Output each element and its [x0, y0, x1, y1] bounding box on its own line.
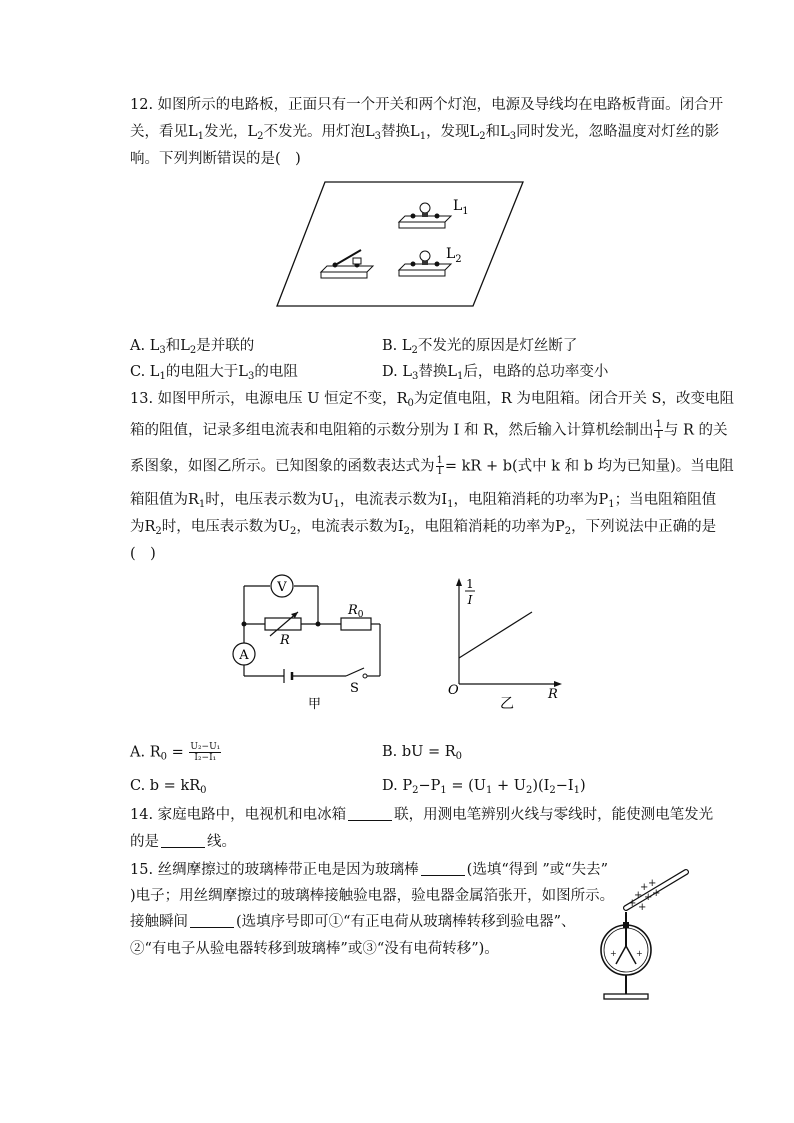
switch-label: S [350, 681, 359, 696]
q13-option-d[interactable]: D. $P_2-P_1 = (U_1 + U_2)(I_2-I_1)$ [382, 778, 586, 796]
graph-yi [440, 574, 570, 710]
voltmeter-label: V [277, 580, 287, 595]
label-l1: $L_1$ [453, 198, 469, 217]
q13-line4: 箱阻值为$R_1$时，电压表示数为$U_1$，电流表示数为$I_1$，电阻箱消耗的功率为$P_1$；当电阻箱阻值 [130, 492, 717, 510]
q15-line2: )电子；用丝绸摩擦过的玻璃棒接触验电器，验电器金属箔张开，如图所示。 [130, 888, 615, 904]
svg-text:+: + [648, 878, 657, 889]
svg-text:+: + [640, 882, 649, 893]
switch-icon [321, 250, 373, 278]
q15-blank-1[interactable] [421, 861, 465, 876]
q13-line6: ( ) [130, 546, 156, 562]
q14-blank-2[interactable] [161, 833, 205, 848]
q15-blank-2[interactable] [190, 913, 234, 928]
q14-line1: 14. 家庭电路中，电视机和电冰箱 联，用测电笔辨别火线与零线时，能使测电笔发光 [130, 807, 714, 823]
q12-line2: 关，看见$L_1$发光，$L_2$不发光。用灯泡$L_3$替换$L_1$，发现$L_2$和$L_3$同时发光，忽略温度对灯丝的影 [130, 124, 720, 142]
circuit-board-figure [275, 178, 525, 310]
electroscope-figure [594, 866, 694, 1002]
q13-line3: 系图象，如图乙所示。已知图象的函数表达式为 $\frac{1}{I}$ = kR + b(式中 k 和 b 均为已知量)。当电阻 [130, 455, 734, 477]
q12-option-c[interactable]: C. $L_1$的电阻大于$L_3$的电阻 [130, 364, 298, 382]
graph-line [459, 612, 532, 658]
q13-line2: 箱的阻值，记录多组电流表和电阻箱的示数分别为 I 和 R，然后输入计算机绘制出 $\frac{1}{I}$ 与 R 的关 [130, 419, 728, 441]
svg-text:+: + [628, 898, 637, 909]
graph-y-denominator: I [467, 593, 473, 607]
svg-text:+: + [644, 892, 653, 903]
svg-text:+: + [634, 890, 643, 901]
graph-x-label: R [548, 687, 558, 702]
r0-label: $R_0$ [348, 603, 364, 620]
q14-blank-1[interactable] [348, 806, 392, 821]
figure-yi-caption: 乙 [500, 696, 514, 710]
svg-text:+: + [638, 902, 647, 913]
circuit-diagram-jia [228, 570, 388, 712]
q13-option-b[interactable]: B. bU = $R_0$ [382, 744, 463, 762]
q15-line1: 15. 丝绸摩擦过的玻璃棒带正电是因为玻璃棒 (选填“得到 ”或“失去” [130, 862, 609, 878]
plus-charges [628, 878, 660, 913]
q12-option-b[interactable]: B. $L_2$不发光的原因是灯丝断了 [382, 338, 578, 356]
ammeter-label: A [239, 648, 249, 663]
svg-text:+: + [636, 949, 643, 958]
board-outline [277, 182, 523, 306]
figure-jia-caption: 甲 [308, 697, 322, 712]
q13-option-c[interactable]: C. $b = kR_0$ [130, 778, 207, 796]
bulb-l2-icon [399, 251, 451, 276]
svg-text:+: + [610, 949, 617, 958]
q15-line3: 接触瞬间 (选填序号即可①“有正电荷从玻璃棒转移到验电器”、 [130, 914, 576, 930]
q15-line4: ②“有电子从验电器转移到玻璃棒”或③“没有电荷转移”)。 [130, 941, 499, 957]
graph-origin-label: O [448, 683, 459, 698]
rheostat-label: R [280, 633, 290, 648]
q13-option-a[interactable]: A. $R_0$ = $\frac{\text{U₂−U₁}}{\text{I₂−I₁}}$ [130, 742, 221, 763]
q12-option-d[interactable]: D. $L_3$替换$L_1$后，电路的总功率变小 [382, 364, 609, 382]
bulb-l1-icon [399, 203, 451, 228]
label-l2: $L_2$ [446, 246, 462, 265]
q12-option-a[interactable]: A. $L_3$和$L_2$是并联的 [130, 338, 255, 356]
svg-text:+: + [652, 888, 661, 899]
q12-line3: 响。下列判断错误的是( ) [130, 151, 301, 167]
q13-line1: 13. 如图甲所示，电源电压 U 恒定不变，$R_0$为定值电阻，R 为电阻箱。闭合开关 S，改变电阻 [130, 391, 734, 409]
graph-y-numerator: 1 [466, 577, 474, 591]
q14-line2: 的是 线。 [130, 834, 236, 850]
q13-line5: 为$R_2$时，电压表示数为$U_2$，电流表示数为$I_2$，电阻箱消耗的功率为$P_2$，下列说法中正确的是 [130, 519, 717, 537]
q12-line1: 12. 如图所示的电路板，正面只有一个开关和两个灯泡，电源及导线均在电路板背面。闭合开 [130, 97, 724, 113]
